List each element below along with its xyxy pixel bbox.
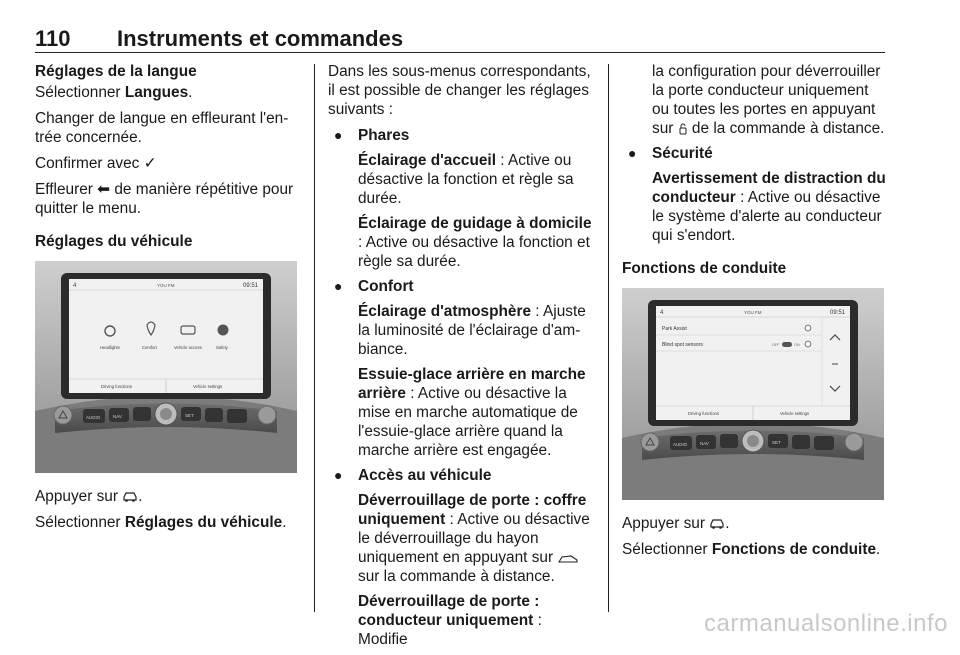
column-divider-left bbox=[314, 64, 315, 612]
bullet-comfort: ● Confort bbox=[334, 278, 414, 295]
checkmark-icon: ✓ bbox=[143, 155, 157, 172]
select-languages-instruction: Sélectionner Langues. bbox=[35, 84, 193, 101]
exit-menu-instruction: Effleurer ⬅ de manière répétitive pour quitter le menu. bbox=[35, 181, 294, 217]
select-vehicle-settings-instruction: Sélectionner Réglages du véhicule. bbox=[35, 514, 287, 531]
vehicle-settings-heading: Réglages du véhicule bbox=[35, 233, 193, 250]
page-title: Instruments et commandes bbox=[117, 26, 404, 51]
page-header bbox=[35, 26, 885, 53]
blind-spot-on-label: ON bbox=[794, 343, 800, 347]
set-button-label: SET bbox=[185, 413, 194, 418]
driver-only-unlock-continued: la configuration pour déverrouiller la porte conducteur uniquement ou toutes les portes en appuyant sur de la commande à distance. bbox=[652, 63, 885, 137]
car-icon bbox=[122, 490, 138, 504]
audio-button-label: AUDIO bbox=[673, 442, 688, 447]
trunk-only-unlock-item: Déverrouillage de porte : coffre uniquement : Active ou désactive le déverrouillage du hayon uniquement en appuyant sur sur la commande à distance. bbox=[358, 492, 590, 585]
press-car-button-instruction: Appuyer sur . bbox=[622, 515, 730, 532]
set-button-label: SET bbox=[772, 440, 781, 445]
watermark: carmanualsonline.info bbox=[704, 610, 948, 637]
tailgate-icon bbox=[557, 553, 579, 565]
page-number: 110 bbox=[35, 26, 71, 51]
blind-spot-off-label: OFF bbox=[772, 343, 780, 347]
column-1 bbox=[35, 62, 301, 539]
vehicle-settings-tab: Vehicle settings bbox=[193, 384, 223, 389]
status-left: 4 bbox=[73, 283, 77, 289]
driving-functions-tab: Driving functions bbox=[101, 384, 132, 389]
driver-drowsiness-item: Avertissement de distraction du conducteur : Active ou désactive le système d'alerte au conducteur qui s'endort. bbox=[652, 170, 886, 244]
status-center: YOU FM bbox=[157, 283, 175, 288]
bullet-headlights: ● Phares bbox=[334, 127, 410, 144]
column-3 bbox=[622, 62, 888, 566]
submenus-intro: Dans les sous-menus correspondants, il est possible de changer les réglages suivants : bbox=[328, 63, 591, 118]
driving-functions-screen-photo bbox=[622, 288, 884, 500]
nav-button-label: NAV bbox=[700, 441, 709, 446]
car-icon bbox=[709, 517, 725, 531]
back-arrow-icon: ⬅ bbox=[97, 181, 111, 198]
svg-text:Headlights: Headlights bbox=[100, 345, 120, 350]
driving-functions-tab: Driving functions bbox=[688, 411, 719, 416]
rear-wiper-reverse-item: Essuie-glace arrière en marche arrière : Active ou désactive la mise en marche automatique de l'essuie-glace arrière quand la marche arrière est engagée. bbox=[358, 366, 586, 459]
park-assist-row: Park Assist bbox=[662, 326, 687, 332]
select-driving-functions-instruction: Sélectionner Fonctions de conduite. bbox=[622, 541, 881, 558]
status-center: YOU FM bbox=[744, 310, 762, 315]
ambient-lighting-item: Éclairage d'atmosphère : Ajuste la luminosité de l'éclairage d'ambiance. bbox=[358, 303, 586, 358]
status-time: 09:51 bbox=[830, 310, 846, 316]
bullet-safety: ● Sécurité bbox=[628, 145, 713, 162]
welcome-lighting-item: Éclairage d'accueil : Active ou désactive la fonction et règle sa durée. bbox=[358, 152, 574, 207]
svg-text:Vehicle access: Vehicle access bbox=[174, 345, 202, 350]
unlock-icon bbox=[678, 122, 688, 136]
change-language-instruction: Changer de langue en effleurant l'entrée concernée. bbox=[35, 110, 289, 146]
language-settings-heading: Réglages de la langue bbox=[35, 63, 197, 80]
vehicle-settings-tab: Vehicle settings bbox=[780, 411, 810, 416]
svg-text:Comfort: Comfort bbox=[142, 345, 157, 350]
bullet-vehicle-access: ● Accès au véhicule bbox=[334, 467, 492, 484]
press-car-button-instruction: Appuyer sur . bbox=[35, 488, 143, 505]
audio-button-label: AUDIO bbox=[86, 415, 101, 420]
driver-only-unlock-item: Déverrouillage de porte : conducteur uniquement : Modifie bbox=[358, 593, 542, 648]
column-2 bbox=[328, 62, 594, 655]
vehicle-settings-screen-photo bbox=[35, 261, 297, 473]
svg-text:Safety: Safety bbox=[216, 345, 228, 350]
column-divider-right bbox=[608, 64, 609, 612]
confirm-instruction: Confirmer avec ✓ bbox=[35, 155, 157, 172]
status-left: 4 bbox=[660, 310, 664, 316]
nav-button-label: NAV bbox=[113, 414, 122, 419]
blind-spot-sensors-row: Blind spot sensors bbox=[662, 342, 703, 348]
status-time: 09:51 bbox=[243, 283, 259, 289]
home-guide-lighting-item: Éclairage de guidage à domicile : Active ou désactive la fonction et règle sa durée. bbox=[358, 215, 592, 270]
driving-functions-heading: Fonctions de conduite bbox=[622, 260, 787, 277]
